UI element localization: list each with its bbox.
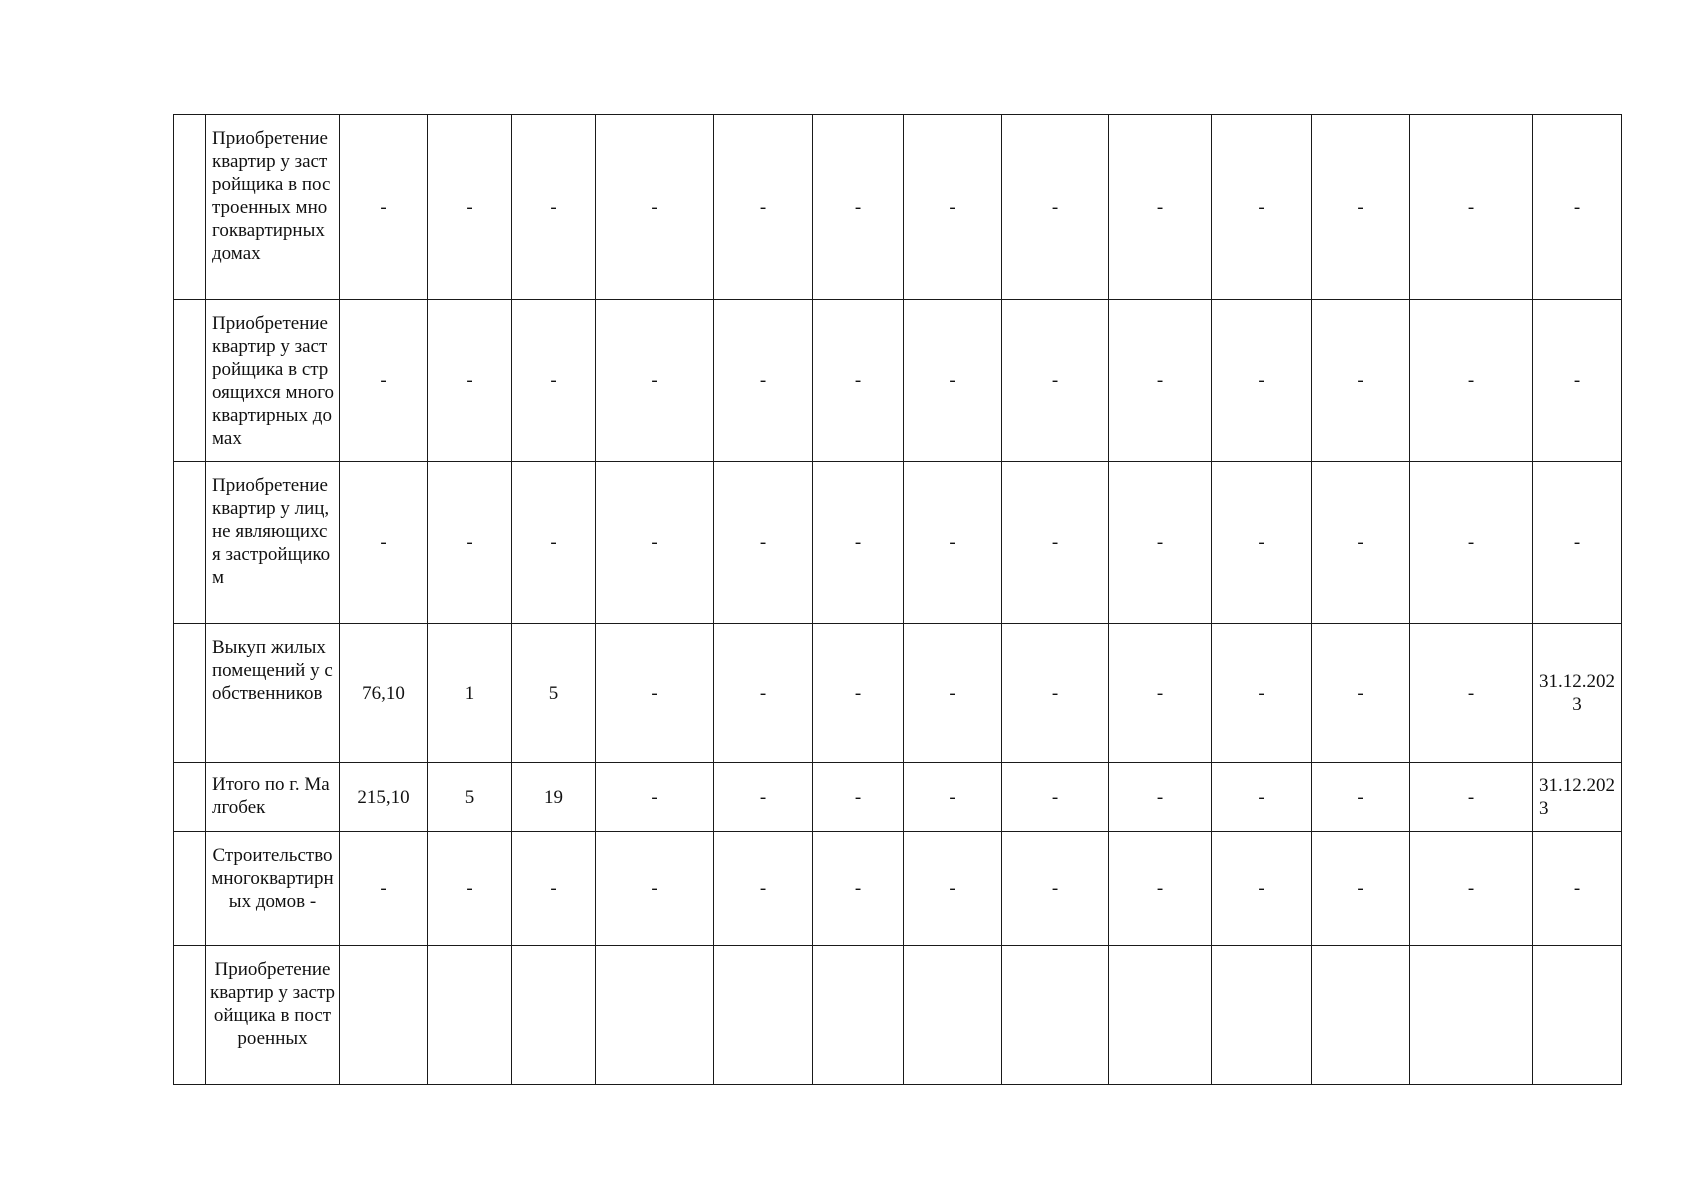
value-cell: - <box>596 115 714 300</box>
value-cell: - <box>813 462 904 624</box>
value-cell: - <box>1533 115 1622 300</box>
row-label: Приобретение квартир у лиц, не являющихся застройщиком <box>206 462 340 624</box>
value-cell <box>714 946 813 1085</box>
value-cell <box>904 946 1002 1085</box>
date-cell: 31.12.2023 <box>1533 624 1622 763</box>
value-cell: - <box>714 115 813 300</box>
value-cell: - <box>1312 832 1410 946</box>
value-cell: - <box>1002 763 1109 832</box>
table-row <box>174 946 1622 1085</box>
value-cell <box>813 946 904 1085</box>
program-table <box>173 114 1622 1085</box>
value-cell: - <box>904 624 1002 763</box>
row-number-cell <box>174 946 206 1085</box>
table-row <box>174 624 1622 763</box>
value-cell: 5 <box>512 624 596 763</box>
value-cell <box>1212 946 1312 1085</box>
value-cell: - <box>1312 462 1410 624</box>
value-cell: - <box>340 115 428 300</box>
value-cell: - <box>1410 115 1533 300</box>
value-cell <box>596 946 714 1085</box>
value-cell: - <box>1410 832 1533 946</box>
value-cell: - <box>1002 462 1109 624</box>
value-cell <box>428 946 512 1085</box>
value-cell: - <box>714 300 813 462</box>
value-cell: - <box>1109 763 1212 832</box>
value-cell: 19 <box>512 763 596 832</box>
value-cell: - <box>714 462 813 624</box>
value-cell: - <box>512 462 596 624</box>
value-cell: - <box>340 462 428 624</box>
value-cell: - <box>904 300 1002 462</box>
value-cell: - <box>428 115 512 300</box>
value-cell <box>512 946 596 1085</box>
table-row <box>174 832 1622 946</box>
value-cell: - <box>340 300 428 462</box>
value-cell <box>1312 946 1410 1085</box>
value-cell: - <box>1410 462 1533 624</box>
table-row <box>174 763 1622 832</box>
value-cell: - <box>1312 300 1410 462</box>
value-cell: - <box>813 624 904 763</box>
value-cell: - <box>428 832 512 946</box>
value-cell: 76,10 <box>340 624 428 763</box>
value-cell: - <box>904 462 1002 624</box>
value-cell: - <box>813 763 904 832</box>
value-cell: - <box>1212 624 1312 763</box>
value-cell: - <box>340 832 428 946</box>
value-cell: - <box>1410 300 1533 462</box>
value-cell: - <box>1533 300 1622 462</box>
value-cell: - <box>714 624 813 763</box>
value-cell: - <box>1212 115 1312 300</box>
row-label: Выкуп жилых помещений у собственников <box>206 624 340 763</box>
table-row <box>174 462 1622 624</box>
value-cell: - <box>1533 832 1622 946</box>
value-cell: - <box>1533 462 1622 624</box>
value-cell: - <box>1410 763 1533 832</box>
value-cell: - <box>596 624 714 763</box>
value-cell <box>1533 946 1622 1085</box>
value-cell: - <box>714 763 813 832</box>
value-cell: - <box>512 115 596 300</box>
value-cell: - <box>904 115 1002 300</box>
value-cell: - <box>512 300 596 462</box>
value-cell: 5 <box>428 763 512 832</box>
value-cell: - <box>1212 832 1312 946</box>
value-cell <box>1002 946 1109 1085</box>
value-cell: - <box>1109 300 1212 462</box>
value-cell: - <box>1410 624 1533 763</box>
value-cell: - <box>1312 115 1410 300</box>
value-cell <box>340 946 428 1085</box>
row-label: Приобретение квартир у застройщика в построенных <box>206 946 340 1085</box>
value-cell: - <box>1109 462 1212 624</box>
value-cell: - <box>904 763 1002 832</box>
value-cell: - <box>813 300 904 462</box>
value-cell: - <box>714 832 813 946</box>
row-number-cell <box>174 832 206 946</box>
value-cell: - <box>596 763 714 832</box>
value-cell: - <box>596 462 714 624</box>
row-number-cell <box>174 300 206 462</box>
value-cell: - <box>1002 624 1109 763</box>
value-cell: - <box>1312 624 1410 763</box>
value-cell: - <box>1212 462 1312 624</box>
table-row <box>174 300 1622 462</box>
row-label: Итого по г. Малгобек <box>206 763 340 832</box>
value-cell: - <box>596 832 714 946</box>
value-cell: - <box>1109 624 1212 763</box>
value-cell: - <box>1109 115 1212 300</box>
value-cell: - <box>1002 115 1109 300</box>
date-cell: 31.12.2023 <box>1533 763 1622 832</box>
value-cell: 1 <box>428 624 512 763</box>
value-cell: - <box>813 115 904 300</box>
value-cell: - <box>596 300 714 462</box>
value-cell <box>1410 946 1533 1085</box>
row-label: Приобретение квартир у застройщика в построенных многоквартирных домах <box>206 115 340 300</box>
row-label: Приобретение квартир у застройщика в строящихся многоквартирных домах <box>206 300 340 462</box>
table-row <box>174 115 1622 300</box>
value-cell: - <box>1212 300 1312 462</box>
row-number-cell <box>174 624 206 763</box>
row-label: Строительство многоквартирных домов - <box>206 832 340 946</box>
row-number-cell <box>174 763 206 832</box>
value-cell: 215,10 <box>340 763 428 832</box>
value-cell: - <box>512 832 596 946</box>
value-cell <box>1109 946 1212 1085</box>
row-number-cell <box>174 462 206 624</box>
value-cell: - <box>1002 832 1109 946</box>
value-cell: - <box>428 462 512 624</box>
value-cell: - <box>813 832 904 946</box>
value-cell: - <box>904 832 1002 946</box>
value-cell: - <box>428 300 512 462</box>
value-cell: - <box>1212 763 1312 832</box>
value-cell: - <box>1109 832 1212 946</box>
value-cell: - <box>1312 763 1410 832</box>
row-number-cell <box>174 115 206 300</box>
value-cell: - <box>1002 300 1109 462</box>
